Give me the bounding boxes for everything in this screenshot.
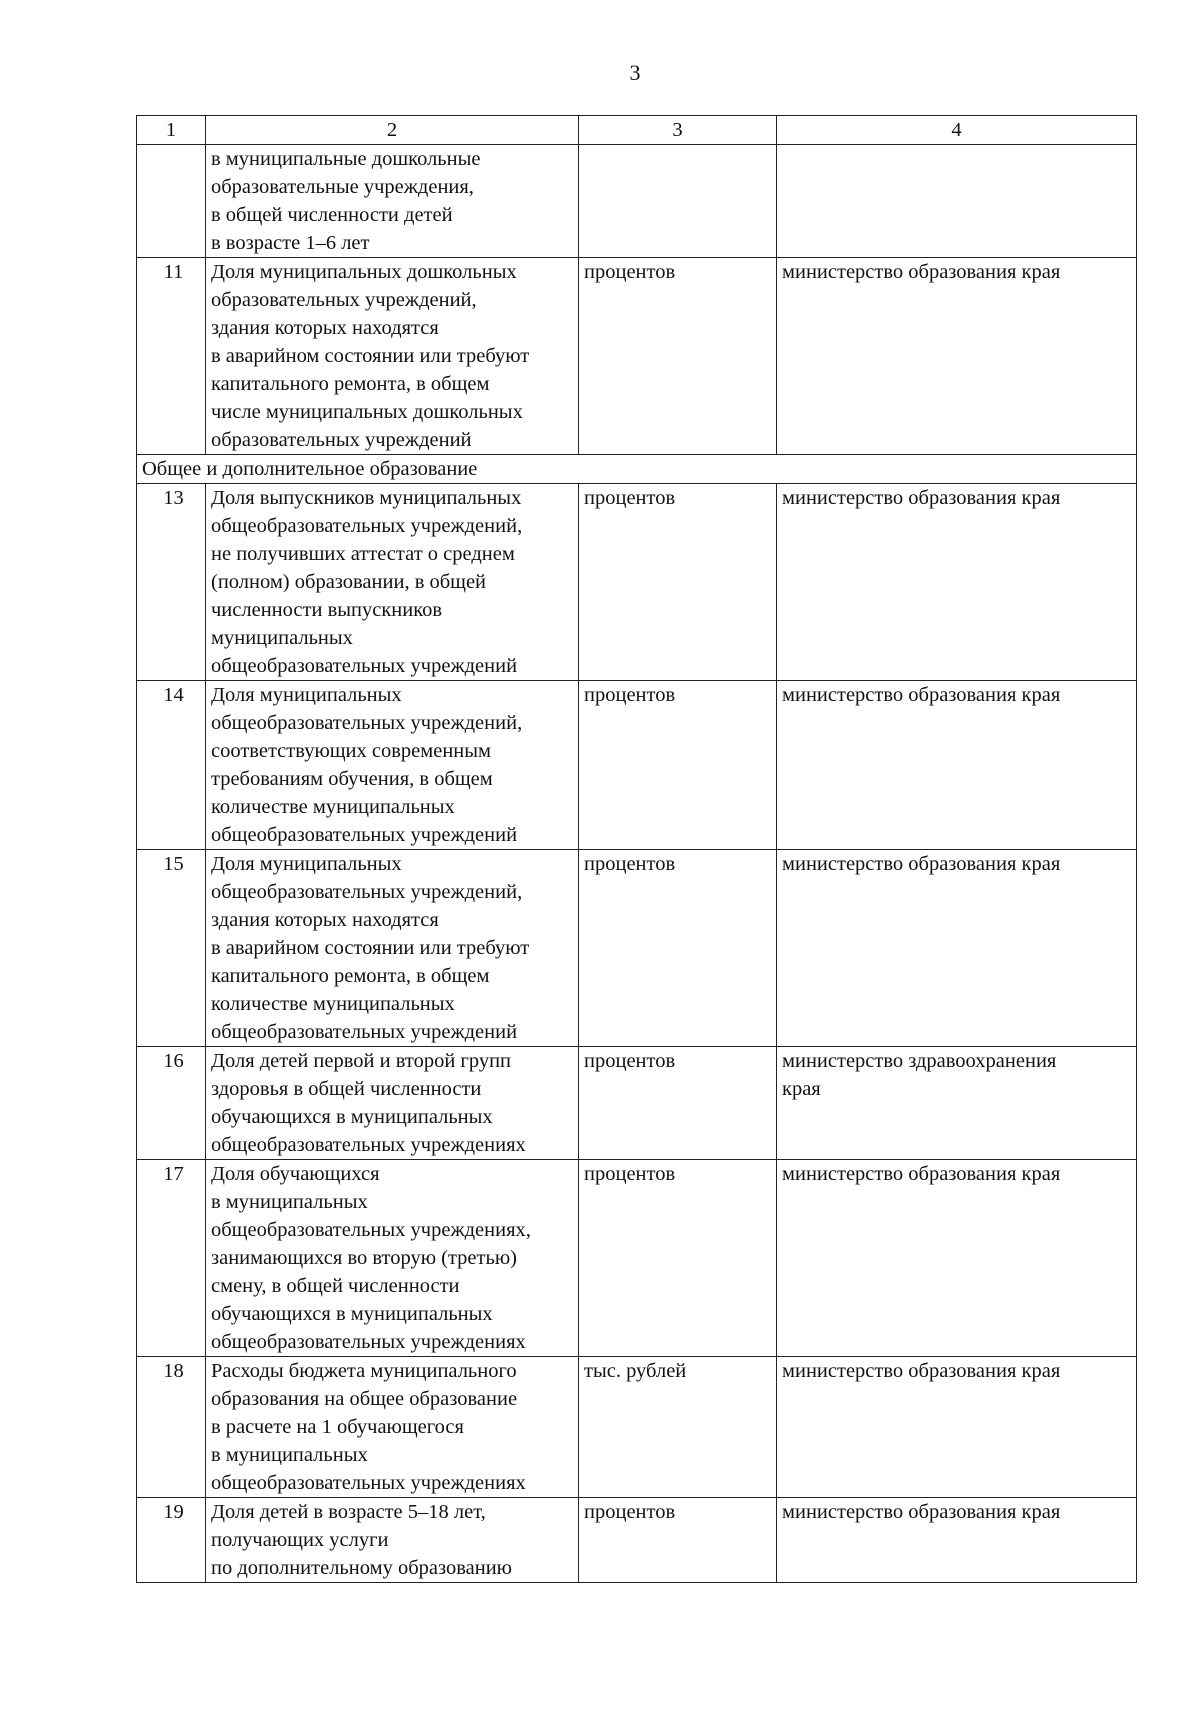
row-number: 13 — [137, 484, 206, 681]
row-number: 11 — [137, 258, 206, 455]
responsible-body — [777, 484, 1137, 681]
indicator-name-line: в муниципальных — [211, 1444, 368, 1466]
indicator-name-line: общеобразовательных учреждений, — [211, 515, 523, 537]
indicator-row — [137, 258, 1137, 455]
row-number: 18 — [137, 1357, 206, 1498]
indicator-name-line: в общей численности детей — [211, 204, 453, 226]
indicator-name — [206, 1160, 579, 1357]
indicator-name-line: смену, в общей численности — [211, 1275, 460, 1297]
indicator-name-line: капитального ремонта, в общем — [211, 965, 490, 987]
unit: процентов — [579, 681, 777, 850]
responsible-body — [777, 258, 1137, 455]
indicator-name-line: образовательные учреждения, — [211, 176, 474, 198]
unit: процентов — [579, 1160, 777, 1357]
indicator-row — [137, 484, 1137, 681]
row-number: 14 — [137, 681, 206, 850]
indicator-name-line: Доля выпускников муниципальных — [211, 487, 522, 509]
column-number: 3 — [579, 116, 777, 145]
indicator-name — [206, 484, 579, 681]
indicator-name-line: в расчете на 1 обучающегося — [211, 1416, 464, 1438]
responsible-body — [777, 145, 1137, 258]
row-number: 16 — [137, 1047, 206, 1160]
responsible-body-line: министерство образования края — [782, 1360, 1061, 1382]
section-title: Общее и дополнительное образование — [137, 455, 1137, 484]
indicator-name-line: в возрасте 1–6 лет — [211, 232, 370, 254]
responsible-body — [777, 1498, 1137, 1583]
unit: тыс. рублей — [579, 1357, 777, 1498]
unit: процентов — [579, 258, 777, 455]
indicator-name-line: количестве муниципальных — [211, 796, 455, 818]
responsible-body — [777, 1047, 1137, 1160]
indicator-name-line: образования на общее образование — [211, 1388, 518, 1410]
indicator-name-line: не получивших аттестат о среднем — [211, 543, 515, 565]
indicator-name-line: общеобразовательных учреждений — [211, 824, 518, 846]
unit: процентов — [579, 1498, 777, 1583]
indicator-name-line: здания которых находятся — [211, 909, 439, 931]
indicator-name-line: требованиям обучения, в общем — [211, 768, 493, 790]
indicator-name-line: Доля детей в возрасте 5–18 лет, — [211, 1501, 486, 1523]
indicator-name-line: общеобразовательных учреждений, — [211, 881, 523, 903]
indicator-name-line: соответствующих современным — [211, 740, 492, 762]
indicator-name-line: Доля муниципальных — [211, 684, 402, 706]
indicator-name-line: общеобразовательных учреждениях — [211, 1134, 526, 1156]
indicator-name-line: численности выпускников — [211, 599, 443, 621]
row-number — [137, 145, 206, 258]
row-number: 19 — [137, 1498, 206, 1583]
indicator-name-line: общеобразовательных учреждений — [211, 1021, 518, 1043]
indicator-name-line: образовательных учреждений — [211, 429, 472, 451]
column-number: 2 — [206, 116, 579, 145]
unit: процентов — [579, 1047, 777, 1160]
indicator-name-line: здоровья в общей численности — [211, 1078, 482, 1100]
indicator-name-line: здания которых находятся — [211, 317, 439, 339]
indicator-name-line: общеобразовательных учреждениях — [211, 1472, 526, 1494]
unit: процентов — [579, 850, 777, 1047]
indicator-name-line: общеобразовательных учреждениях, — [211, 1219, 531, 1241]
responsible-body-line: министерство образования края — [782, 853, 1061, 875]
indicator-name-line: образовательных учреждений, — [211, 289, 477, 311]
indicator-name-line: количестве муниципальных — [211, 993, 455, 1015]
unit — [579, 145, 777, 258]
section-row — [137, 455, 1137, 484]
responsible-body — [777, 1357, 1137, 1498]
responsible-body — [777, 1160, 1137, 1357]
responsible-body-line: министерство образования края — [782, 487, 1061, 509]
indicator-name-line: в муниципальных — [211, 1191, 368, 1213]
indicator-name-line: капитального ремонта, в общем — [211, 373, 490, 395]
responsible-body — [777, 850, 1137, 1047]
indicator-name — [206, 1047, 579, 1160]
indicator-row — [137, 1357, 1137, 1498]
indicator-name-line: Доля муниципальных дошкольных — [211, 261, 517, 283]
indicator-name-line: общеобразовательных учреждений — [211, 655, 518, 677]
indicator-name-line: общеобразовательных учреждениях — [211, 1331, 526, 1353]
responsible-body-line: министерство образования края — [782, 261, 1061, 283]
column-number: 1 — [137, 116, 206, 145]
responsible-body-line: края — [782, 1078, 821, 1100]
indicator-name — [206, 1357, 579, 1498]
indicators-table — [136, 115, 1137, 1583]
indicator-name-line: обучающихся в муниципальных — [211, 1106, 493, 1128]
indicator-name-line: по дополнительному образованию — [211, 1557, 512, 1579]
responsible-body — [777, 681, 1137, 850]
indicator-name-line: числе муниципальных дошкольных — [211, 401, 523, 423]
indicator-name — [206, 145, 579, 258]
unit: процентов — [579, 484, 777, 681]
indicator-name — [206, 681, 579, 850]
row-number: 15 — [137, 850, 206, 1047]
indicator-row — [137, 1047, 1137, 1160]
indicator-row — [137, 145, 1137, 258]
indicator-name-line: в аварийном состоянии или требуют — [211, 937, 530, 959]
row-number: 17 — [137, 1160, 206, 1357]
indicator-name-line: Расходы бюджета муниципального — [211, 1360, 517, 1382]
responsible-body-line: министерство образования края — [782, 684, 1061, 706]
indicator-row — [137, 1160, 1137, 1357]
indicator-name-line: Доля муниципальных — [211, 853, 402, 875]
indicator-name-line: общеобразовательных учреждений, — [211, 712, 523, 734]
indicator-name-line: Доля обучающихся — [211, 1163, 380, 1185]
indicator-name-line: обучающихся в муниципальных — [211, 1303, 493, 1325]
indicator-row — [137, 1498, 1137, 1583]
indicator-name-line: в аварийном состоянии или требуют — [211, 345, 530, 367]
indicator-name-line: (полном) образовании, в общей — [211, 571, 487, 593]
column-numbers-row — [137, 116, 1137, 145]
responsible-body-line: министерство здравоохранения — [782, 1050, 1057, 1072]
page-number: 3 — [629, 60, 641, 85]
column-number: 4 — [777, 116, 1137, 145]
indicator-row — [137, 850, 1137, 1047]
indicator-name-line: муниципальных — [211, 627, 353, 649]
indicator-row — [137, 681, 1137, 850]
indicator-name-line: в муниципальные дошкольные — [211, 148, 481, 170]
indicator-name-line: получающих услуги — [211, 1529, 389, 1551]
responsible-body-line: министерство образования края — [782, 1501, 1061, 1523]
indicator-name — [206, 258, 579, 455]
responsible-body-line: министерство образования края — [782, 1163, 1061, 1185]
indicator-name — [206, 1498, 579, 1583]
indicator-name-line: Доля детей первой и второй групп — [211, 1050, 512, 1072]
indicator-name — [206, 850, 579, 1047]
indicator-name-line: занимающихся во вторую (третью) — [211, 1247, 517, 1269]
